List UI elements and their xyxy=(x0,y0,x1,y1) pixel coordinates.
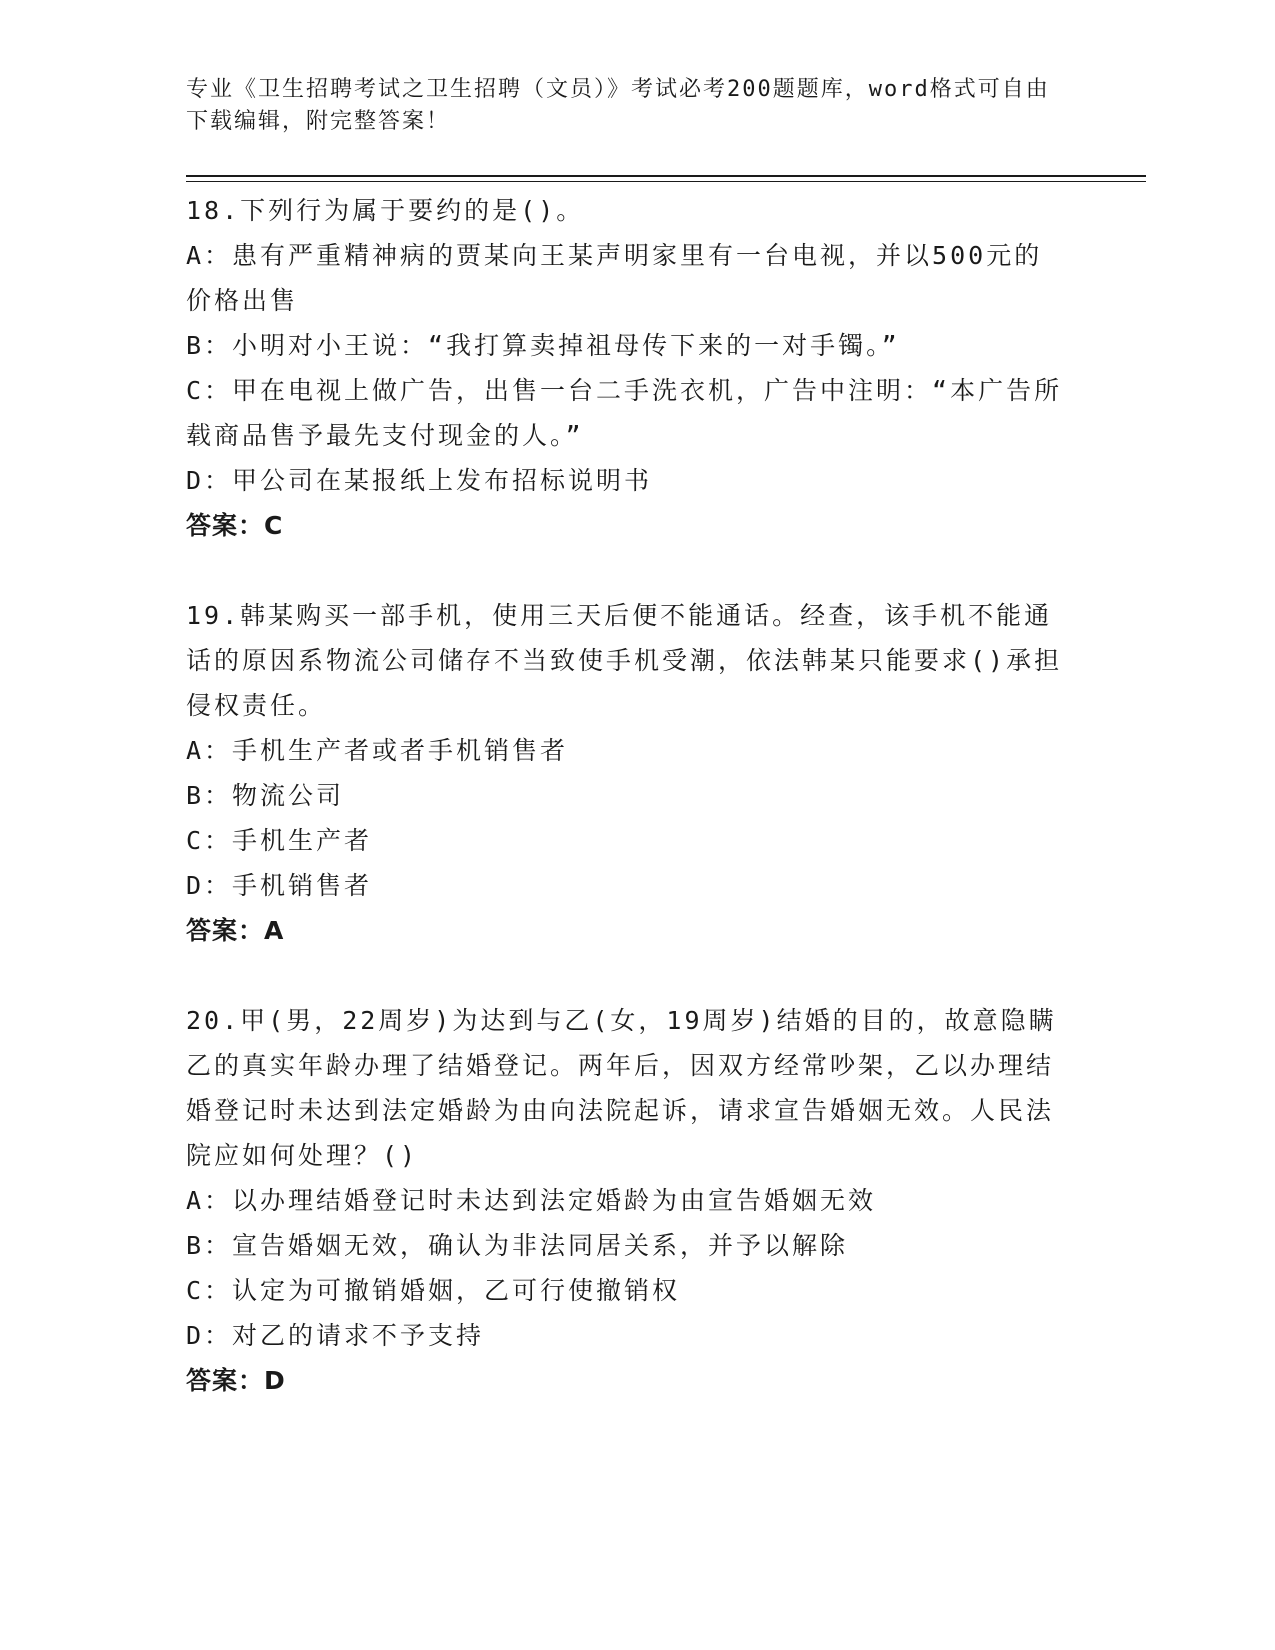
option-d: D：甲公司在某报纸上发布招标说明书 xyxy=(186,466,653,495)
option-a: A：手机生产者或者手机销售者 xyxy=(186,736,569,765)
option-d: D：对乙的请求不予支持 xyxy=(186,1321,485,1350)
header-rule-thick xyxy=(186,175,1146,177)
option-a: A：患有严重精神病的贾某向王某声明家里有一台电视，并以500元的价格出售 xyxy=(186,241,1043,315)
question-stem: 20.甲(男，22周岁)为达到与乙(女，19周岁)结婚的目的，故意隐瞒乙的真实年龄办理了结婚登记。两年后，因双方经常吵架，乙以办理结婚登记时未达到法定婚龄为由向法院起诉，请求宣告婚姻无效。人民法院应如何处理？() xyxy=(186,1006,1057,1170)
header-rule-thin xyxy=(186,181,1146,182)
answer: 答案：D xyxy=(186,1366,286,1395)
option-b: B：小明对小王说：“我打算卖掉祖母传下来的一对手镯。” xyxy=(186,331,900,360)
option-c: C：认定为可撤销婚姻，乙可行使撤销权 xyxy=(186,1276,681,1305)
option-b: B：宣告婚姻无效，确认为非法同居关系，并予以解除 xyxy=(186,1231,849,1260)
option-c: C：手机生产者 xyxy=(186,826,373,855)
option-c: C：甲在电视上做广告，出售一台二手洗衣机，广告中注明：“本广告所载商品售予最先支付现金的人。” xyxy=(186,376,1063,450)
answer: 答案：A xyxy=(186,916,285,945)
question-stem: 18.下列行为属于要约的是()。 xyxy=(186,196,585,225)
question-19 xyxy=(186,593,1066,953)
page-header: 专业《卫生招聘考试之卫生招聘（文员）》考试必考200题题库，word格式可自由下载编辑，附完整答案！ xyxy=(186,77,1050,134)
question-stem: 19.韩某购买一部手机，使用三天后便不能通话。经查，该手机不能通话的原因系物流公司储存不当致使手机受潮，依法韩某只能要求()承担侵权责任。 xyxy=(186,601,1063,720)
option-d: D：手机销售者 xyxy=(186,871,373,900)
option-a: A：以办理结婚登记时未达到法定婚龄为由宣告婚姻无效 xyxy=(186,1186,877,1215)
option-b: B：物流公司 xyxy=(186,781,345,810)
question-18 xyxy=(186,188,1066,548)
question-list xyxy=(186,188,1066,1403)
answer: 答案：C xyxy=(186,511,284,540)
question-20 xyxy=(186,998,1066,1403)
